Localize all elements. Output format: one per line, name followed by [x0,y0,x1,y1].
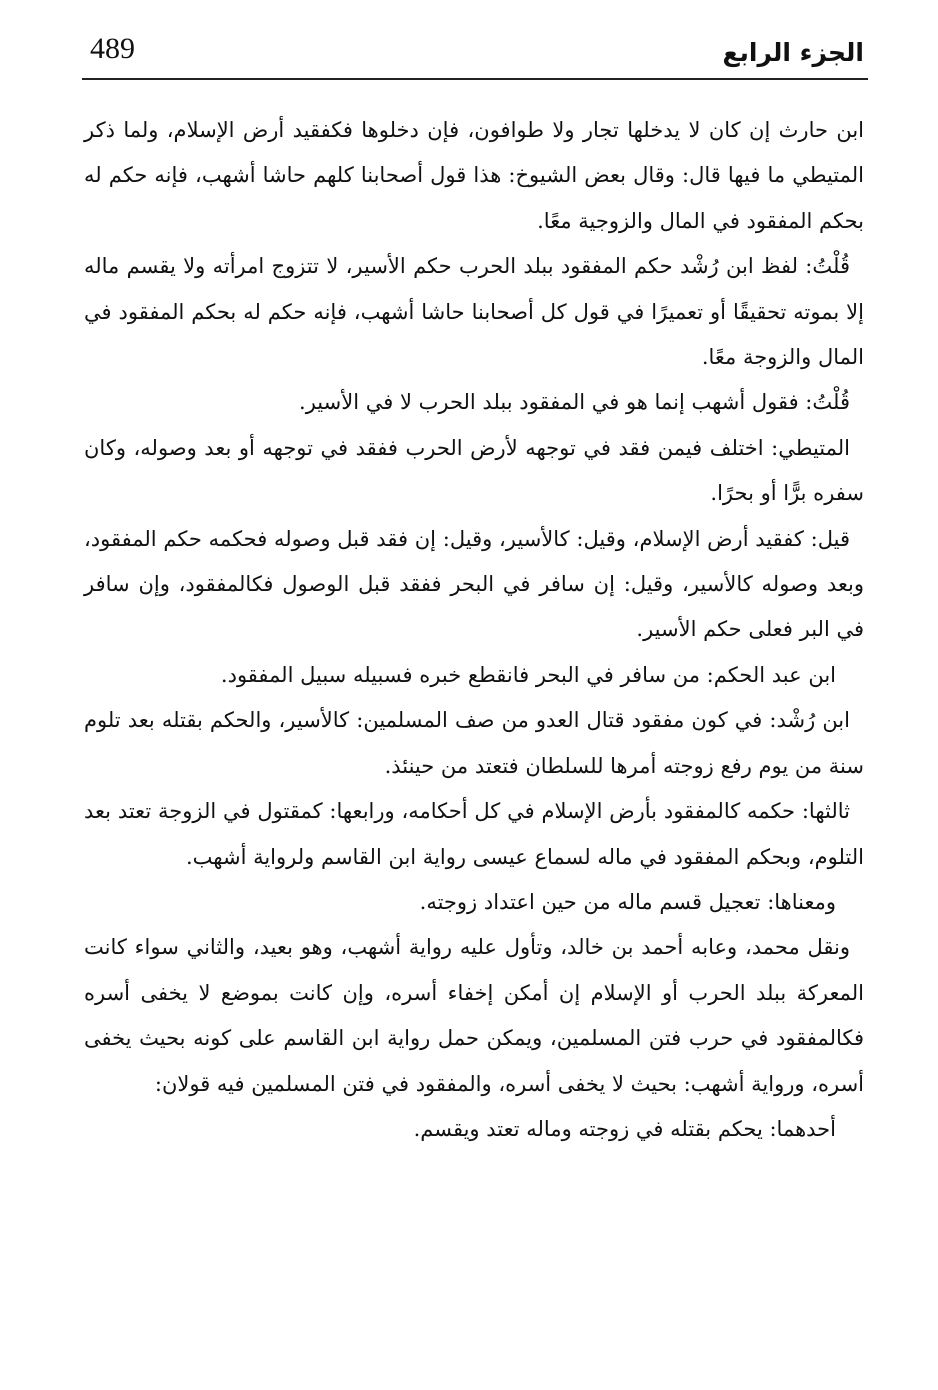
paragraph: قُلْتُ: لفظ ابن رُشْد حكم المفقود ببلد الحرب حكم الأسير، لا تتزوج امرأته ولا يقسم ماله إلا بموته تحقيقًا أو تعميرًا في قول كل أصحابنا حاشا أشهب، فإنه حكم له بحكم المفقود في المال والزوجة معًا. [84,254,864,370]
paragraph: ونقل محمد، وعابه أحمد بن خالد، وتأول عليه رواية أشهب، وهو بعيد، والثاني سواء كانت المعركة ببلد الحرب أو الإسلام إن أمكن إخفاء أسره، وإن كانت بموضع لا يخفى أسره فكالمفقود في حرب فتن المسلمين، ويمكن حمل رواية ابن القاسم على كونه بحيث يخفى أسره، ورواية أشهب: بحيث لا يخفى أسره، والمفقود في فتن المسلمين فيه قولان: [84,935,864,1096]
running-title: الجزء الرابع [722,38,864,67]
paragraph: قيل: كفقيد أرض الإسلام، وقيل: كالأسير، وقيل: إن فقد قبل وصوله فحكمه حكم المفقود، وبعد وصوله كالأسير، وقيل: إن سافر في البحر ففقد قبل الوصول فكالمفقود، وإن سافر في البر فعلى حكم الأسير. [84,526,864,642]
paragraph: ابن عبد الحكم: من سافر في البحر فانقطع خبره فسبيله سبيل المفقود. [220,662,836,687]
paragraph: ابن رُشْد: في كون مفقود قتال العدو من صف المسلمين: كالأسير، والحكم بقتله بعد تلوم سنة من يوم رفع زوجته أمرها للسلطان فتعتد من حينئذ. [84,708,864,778]
paragraph: ومعناها: تعجيل قسم ماله من حين اعتداد زوجته. [419,889,836,914]
page-body [84,108,864,1152]
paragraph: ابن حارث إن كان لا يدخلها تجار ولا طوافون، فإن دخلوها فكفقيد أرض الإسلام، ولما ذكر المتيطي ما فيها قال: وقال بعض الشيوخ: هذا قول أصحابنا كلهم حاشا أشهب، فإنه حكم له بحكم المفقود في المال والزوجية معًا. [84,118,864,233]
paragraph: المتيطي: اختلف فيمن فقد في توجهه لأرض الحرب ففقد في توجهه أو بعد وصوله، وكان سفره برًّا أو بحرًا. [84,435,864,506]
paragraph: قُلْتُ: فقول أشهب إنما هو في المفقود ببلد الحرب لا في الأسير. [299,390,850,415]
paragraph: أحدهما: يحكم بقتله في زوجته وماله تعتد ويقسم. [413,1116,836,1141]
header-divider [82,78,868,80]
page-number: 489 [90,32,135,65]
page-header [82,28,868,76]
paragraph: ثالثها: حكمه كالمفقود بأرض الإسلام في كل أحكامه، ورابعها: كمقتول في الزوجة تعتد بعد التلوم، وبحكم المفقود في ماله لسماع عيسى رواية ابن القاسم ولرواية أشهب. [84,799,864,869]
